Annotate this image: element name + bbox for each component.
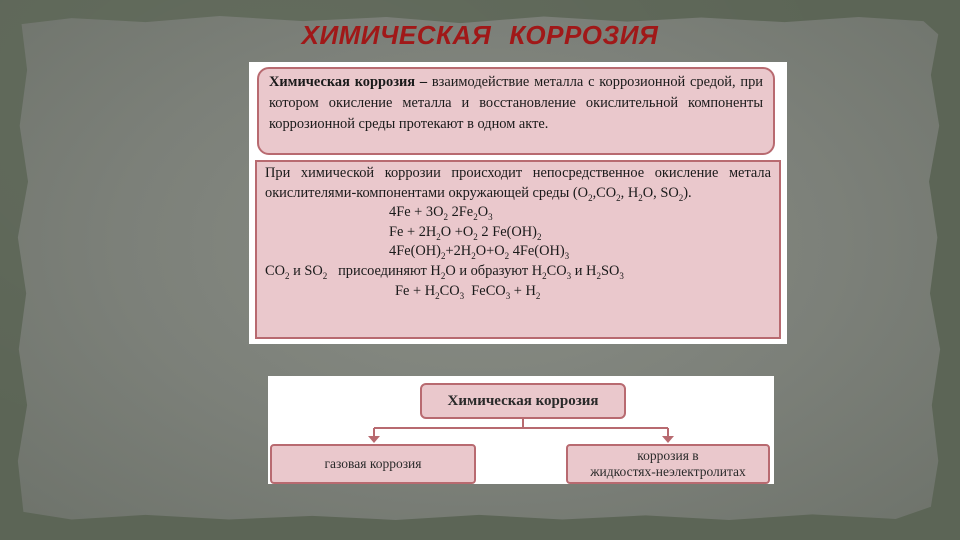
reactions-intro: При химической коррозии происходит непосредственное окисление метала окислителями-компонентами окружающей среды ($O_2,CO_2$, $H_2O$, $SO_2$). <box>265 165 771 203</box>
equation-3: $4Fe(OH)_2+2H_2O+O_2$ $4Fe(OH)_3$ <box>389 243 570 262</box>
classification-diagram <box>268 376 774 484</box>
slide-title <box>0 20 960 51</box>
diagram-node-liquid-corrosion <box>566 444 770 484</box>
reactions-box <box>255 160 781 339</box>
title-word-1: ХИМИЧЕСКАЯ <box>301 20 492 50</box>
diagram-root-node: Химическая коррозия <box>420 383 626 419</box>
arrow-left-icon <box>368 436 380 443</box>
definition-term: Химическая коррозия <box>269 74 416 90</box>
diagram-node-gas-corrosion: газовая коррозия <box>270 444 476 484</box>
definition-figure <box>249 62 787 344</box>
liquid-corrosion-line-2: жидкостях-неэлектролитах <box>590 464 746 479</box>
acid-formation-line: $CO_2$ и $SO_2$ присоединяют $H_2O$ и образуют $H_2CO_3$ и $H_2SO_3$ <box>265 262 624 281</box>
definition-text: взаимодействие металла с коррозионной средой, при котором окисление металла и восстановление окислительной компоненты коррозионной среды протекают в одном акте. <box>269 74 764 132</box>
definition-box <box>257 67 775 155</box>
equation-2: $Fe + 2H_2O +O_2$ 2 $Fe(OH)_2$ <box>389 223 542 242</box>
arrow-right-icon <box>662 436 674 443</box>
title-word-2: КОРРОЗИЯ <box>509 20 659 50</box>
equation-5: $Fe + H_2CO_3$ FeCO$_3$ + $H_2$ <box>395 282 541 301</box>
equation-1: $4Fe + 3O_2$ $2Fe_2O_3$ <box>389 204 493 223</box>
liquid-corrosion-line-1: коррозия в <box>637 448 699 463</box>
definition-dash: – <box>415 74 432 90</box>
